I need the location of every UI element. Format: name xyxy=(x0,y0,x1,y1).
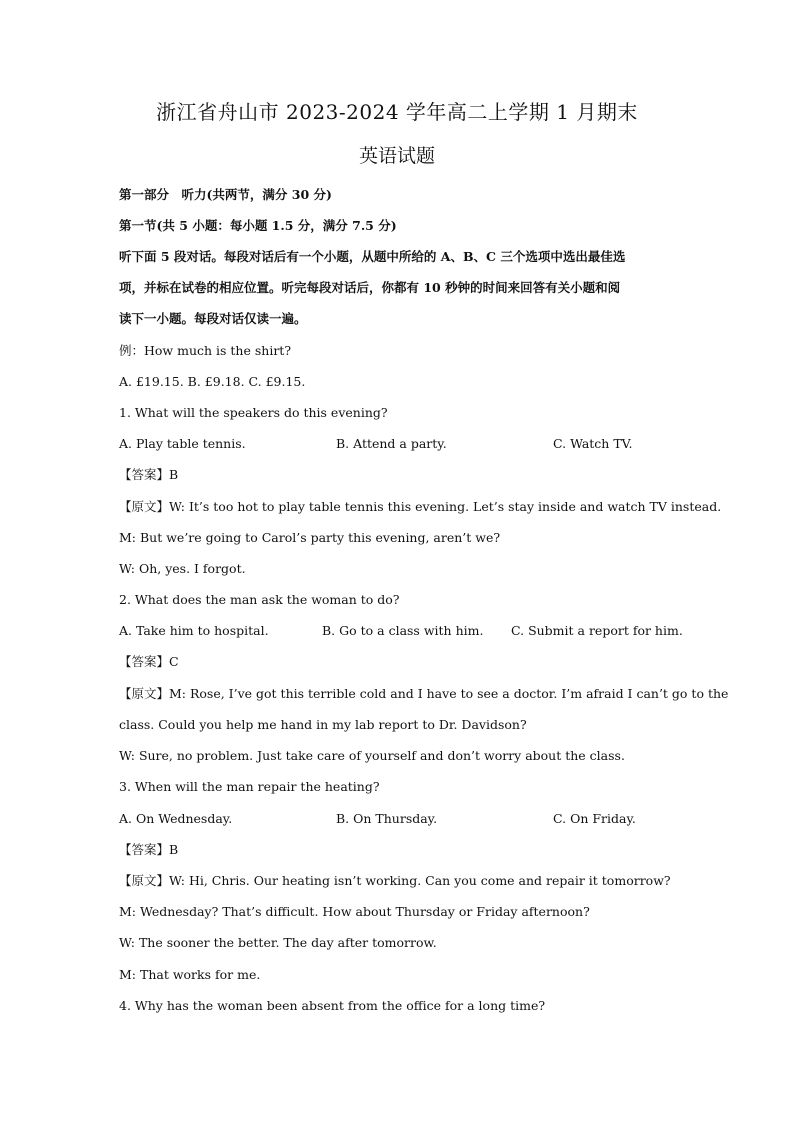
instruction-line: 听下面 5 段对话。每段对话后有一个小题，从题中所给的 A、B、C 三个选项中选出最佳选 xyxy=(119,249,626,264)
option-c: C. Watch TV. xyxy=(553,436,633,451)
transcript-line: class. Could you help me hand in my lab report to Dr. Davidson? xyxy=(119,717,527,732)
transcript-line: M: But we’re going to Carol’s party this evening, aren’t we? xyxy=(119,530,501,545)
option-c: C. Submit a report for him. xyxy=(511,623,683,638)
option-b: B. On Thursday. xyxy=(336,811,438,826)
instruction-line: 读下一小题。每段对话仅读一遍。 xyxy=(119,311,307,326)
question-stem: 4. Why has the woman been absent from the office for a long time? xyxy=(119,998,546,1013)
transcript-line: 【原文】M: Rose, I’ve got this terrible cold and I have to see a doctor. I’m afraid I can’t go to the xyxy=(119,686,729,701)
transcript-line: W: Sure, no problem. Just take care of yourself and don’t worry about the class. xyxy=(119,748,625,763)
example-question: 例：How much is the shirt? xyxy=(119,343,292,358)
answer-line: 【答案】C xyxy=(119,654,179,669)
transcript-line: 【原文】W: It’s too hot to play table tennis this evening. Let’s stay inside and watch TV instead. xyxy=(119,499,722,514)
document-subtitle: 英语试题 xyxy=(358,145,435,167)
question-stem: 1. What will the speakers do this evening? xyxy=(119,405,388,420)
subsection-heading: 第一节(共 5 小题：每小题 1.5 分，满分 7.5 分) xyxy=(119,218,397,233)
option-a: A. Take him to hospital. xyxy=(119,623,269,638)
option-a: A. Play table tennis. xyxy=(119,436,246,451)
option-a: A. On Wednesday. xyxy=(119,811,233,826)
instruction-line: 项，并标在试卷的相应位置。听完每段对话后，你都有 10 秒钟的时间来回答有关小题和阅 xyxy=(119,280,621,295)
question-stem: 2. What does the man ask the woman to do? xyxy=(119,592,400,607)
transcript-line: M: That works for me. xyxy=(119,967,261,982)
question-stem: 3. When will the man repair the heating? xyxy=(119,779,380,794)
transcript-line: M: Wednesday? That’s difficult. How about Thursday or Friday afternoon? xyxy=(119,904,590,919)
option-b: B. Go to a class with him. xyxy=(322,623,484,638)
option-c: C. On Friday. xyxy=(553,811,636,826)
transcript-line: 【原文】W: Hi, Chris. Our heating isn’t working. Can you come and repair it tomorrow? xyxy=(119,873,671,888)
part-heading: 第一部分 听力(共两节，满分 30 分) xyxy=(119,187,332,202)
option-b: B. Attend a party. xyxy=(336,436,447,451)
answer-line: 【答案】B xyxy=(119,467,179,482)
transcript-line: W: Oh, yes. I forgot. xyxy=(119,561,246,576)
answer-line: 【答案】B xyxy=(119,842,179,857)
transcript-line: W: The sooner the better. The day after tomorrow. xyxy=(119,935,437,950)
document-title: 浙江省舟山市 2023-2024 学年高二上学期 1 月期末 xyxy=(156,100,638,124)
example-options: A. £19.15. B. £9.18. C. £9.15. xyxy=(119,374,306,389)
